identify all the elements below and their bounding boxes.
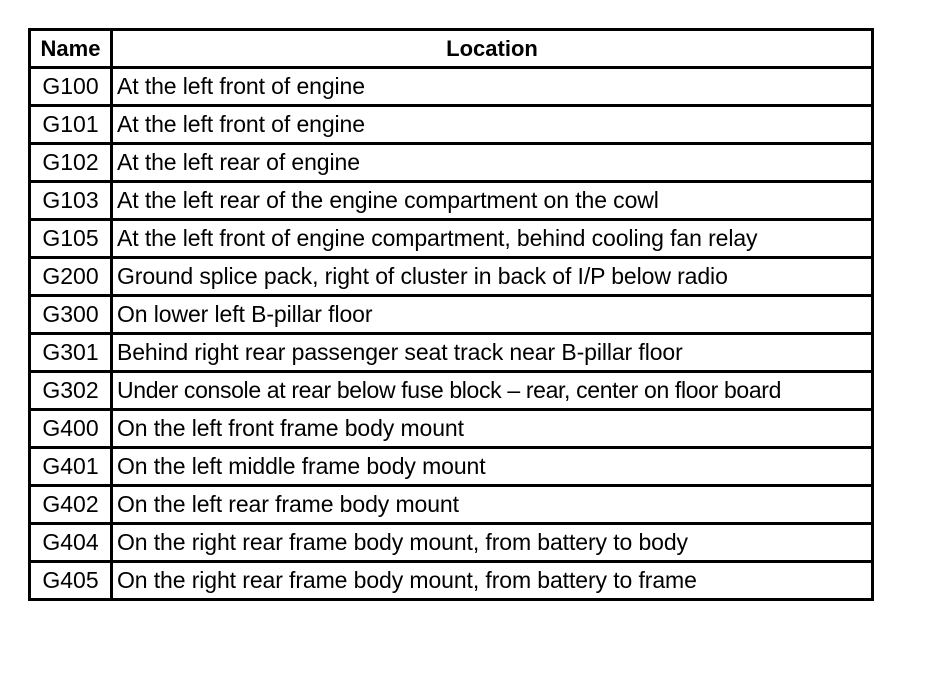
ground-location-cell: On the left front frame body mount: [112, 410, 873, 448]
ground-location-cell: On the left rear frame body mount: [112, 486, 873, 524]
table-row: [30, 524, 873, 562]
ground-name-cell: G101: [30, 106, 112, 144]
ground-location-cell: At the left front of engine compartment, behind cooling fan relay: [112, 220, 873, 258]
table-row: [30, 562, 873, 600]
ground-name-cell: G401: [30, 448, 112, 486]
table-row: [30, 486, 873, 524]
table-row: [30, 258, 873, 296]
table-row: [30, 68, 873, 106]
table-header-row: [30, 30, 873, 68]
ground-name-cell: G105: [30, 220, 112, 258]
ground-location-cell: On lower left B-pillar floor: [112, 296, 873, 334]
ground-location-cell: On the right rear frame body mount, from battery to frame: [112, 562, 873, 600]
ground-location-cell: Ground splice pack, right of cluster in back of I/P below radio: [112, 258, 873, 296]
ground-location-cell: At the left front of engine: [112, 68, 873, 106]
ground-name-cell: G103: [30, 182, 112, 220]
table-row: [30, 106, 873, 144]
ground-name-cell: G404: [30, 524, 112, 562]
ground-location-cell: At the left front of engine: [112, 106, 873, 144]
ground-location-cell: Behind right rear passenger seat track near B-pillar floor: [112, 334, 873, 372]
ground-name-cell: G400: [30, 410, 112, 448]
ground-name-cell: G200: [30, 258, 112, 296]
location-column-header: Location: [112, 30, 873, 68]
ground-location-cell: Under console at rear below fuse block – rear, center on floor board: [112, 372, 873, 410]
ground-name-cell: G300: [30, 296, 112, 334]
ground-name-cell: G302: [30, 372, 112, 410]
ground-locations-table: [28, 28, 874, 601]
table-row: [30, 410, 873, 448]
table-row: [30, 144, 873, 182]
table-row: [30, 448, 873, 486]
ground-location-cell: At the left rear of engine: [112, 144, 873, 182]
ground-name-cell: G102: [30, 144, 112, 182]
table-row: [30, 182, 873, 220]
table-row: [30, 220, 873, 258]
table-row: [30, 372, 873, 410]
ground-name-cell: G402: [30, 486, 112, 524]
ground-location-cell: On the left middle frame body mount: [112, 448, 873, 486]
ground-name-cell: G301: [30, 334, 112, 372]
ground-name-cell: G100: [30, 68, 112, 106]
ground-name-cell: G405: [30, 562, 112, 600]
ground-location-cell: At the left rear of the engine compartment on the cowl: [112, 182, 873, 220]
name-column-header: Name: [30, 30, 112, 68]
table-row: [30, 296, 873, 334]
ground-location-cell: On the right rear frame body mount, from battery to body: [112, 524, 873, 562]
table-row: [30, 334, 873, 372]
